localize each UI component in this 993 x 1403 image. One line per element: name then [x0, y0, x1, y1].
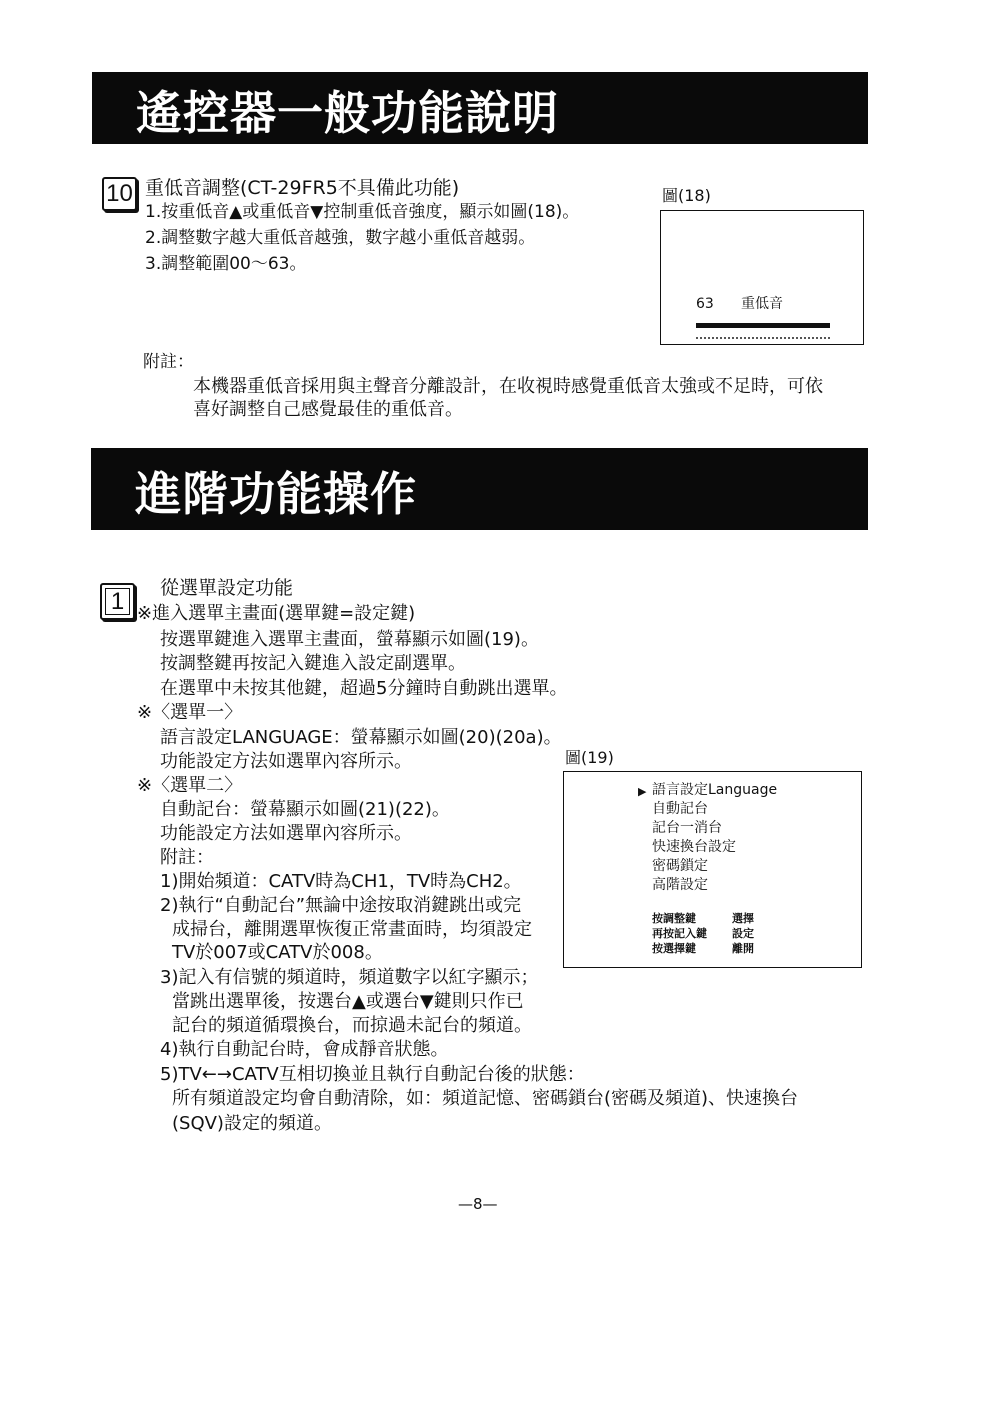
osd-help-key: 按選擇鍵 — [652, 942, 696, 955]
menu-one-line: 功能設定方法如選單內容所示。 — [160, 751, 412, 772]
osd-menu-item: 密碼鎖定 — [652, 858, 708, 874]
item-number-badge — [102, 177, 137, 211]
section-header-advanced-operation — [91, 448, 868, 530]
enter-menu-line: 按調整鍵再按記入鍵進入設定副選單。 — [160, 653, 466, 674]
section-header-title: 遙控器一般功能說明 — [136, 86, 559, 140]
bass-step: 2.調整數字越大重低音越強，數字越小重低音越弱。 — [145, 228, 536, 248]
bass-step: 3.調整範圍00～63。 — [145, 254, 307, 274]
bass-level-bar — [696, 323, 830, 328]
menu-one-line: 語言設定LANGUAGE：螢幕顯示如圖(20)(20a)。 — [160, 727, 562, 748]
menu-two-note: 4)執行自動記台時，會成靜音狀態。 — [160, 1039, 449, 1060]
page-number: —8— — [458, 1195, 498, 1213]
menu-two-note: 1)開始頻道：CATV時為CH1，TV時為CH2。 — [160, 871, 522, 892]
osd-menu-item: 語言設定Language — [652, 782, 778, 798]
menu-two-note: 3)記入有信號的頻道時，頻道數字以紅字顯示； — [160, 967, 539, 988]
figure-18-label: 圖(18) — [662, 186, 711, 205]
osd-help-key: 再按記入鍵 — [652, 927, 707, 940]
item-number: 10 — [106, 180, 133, 207]
note-label: 附註： — [143, 352, 194, 372]
enter-menu-line: 按選單鍵進入選單主畫面，螢幕顯示如圖(19)。 — [160, 629, 539, 650]
item-number: 1 — [110, 588, 125, 615]
osd-menu-item: 高階設定 — [652, 877, 708, 893]
menu-two-note: 5)TV←→CATV互相切換並且執行自動記台後的狀態： — [160, 1064, 585, 1085]
figure-19-label: 圖(19) — [565, 748, 614, 767]
figure-18-screen — [660, 210, 864, 345]
menu-two-note: (SQV)設定的頻道。 — [172, 1113, 332, 1134]
selected-marker-icon: ▶ — [638, 785, 647, 798]
menu-two-note-label: 附註： — [160, 847, 214, 868]
osd-help-action: 設定 — [732, 927, 754, 940]
bass-level-caption: 重低音 — [741, 296, 783, 312]
enter-menu-heading: ※進入選單主畫面(選單鍵=設定鍵) — [137, 603, 416, 624]
osd-help-action: 離開 — [732, 942, 754, 955]
section-header-title: 進階功能操作 — [135, 467, 417, 521]
item-number-badge — [100, 583, 135, 620]
bass-step: 1.按重低音▲或重低音▼控制重低音強度，顯示如圖(18)。 — [145, 202, 580, 222]
figure-19-screen — [563, 771, 862, 968]
osd-menu-item: 快速換台設定 — [652, 839, 736, 855]
menu-two-heading: ※〈選單二〉 — [137, 775, 243, 796]
menu-two-line: 功能設定方法如選單內容所示。 — [160, 823, 412, 844]
menu-two-line: 自動記台：螢幕顯示如圖(21)(22)。 — [160, 799, 450, 820]
menu-two-note: 成掃台，離開選單恢復正常畫面時，均須設定 — [172, 919, 532, 940]
osd-menu-item: 自動記台 — [652, 801, 708, 817]
bass-level-value: 63 — [696, 296, 714, 312]
note-line: 本機器重低音採用與主聲音分離設計，在收視時感覺重低音太強或不足時，可依 — [193, 376, 823, 397]
menu-two-note: TV於007或CATV於008。 — [172, 942, 383, 963]
osd-help-action: 選擇 — [732, 912, 754, 925]
menu-section-title: 從選單設定功能 — [160, 577, 294, 599]
menu-two-note: 當跳出選單後，按選台▲或選台▼鍵則只作已 — [172, 991, 524, 1012]
note-line: 喜好調整自己感覺最佳的重低音。 — [193, 399, 463, 420]
menu-two-note: 2)執行“自動記台”無論中途按取消鍵跳出或完 — [160, 895, 522, 916]
menu-two-note: 記台的頻道循環換台，而掠過未記台的頻道。 — [172, 1015, 532, 1036]
osd-help-key: 按調整鍵 — [652, 912, 696, 925]
enter-menu-line: 在選單中未按其他鍵，超過5分鐘時自動跳出選單。 — [160, 678, 568, 699]
osd-menu-item: 記台一消台 — [652, 820, 722, 836]
section-header-remote-functions — [92, 72, 868, 144]
menu-one-heading: ※〈選單一〉 — [137, 702, 243, 723]
bass-level-track — [696, 337, 830, 339]
bass-section-title: 重低音調整(CT-29FR5不具備此功能) — [145, 177, 460, 199]
menu-two-note: 所有頻道設定均會自動清除，如：頻道記憶、密碼鎖台(密碼及頻道)、快速換台 — [172, 1088, 799, 1109]
